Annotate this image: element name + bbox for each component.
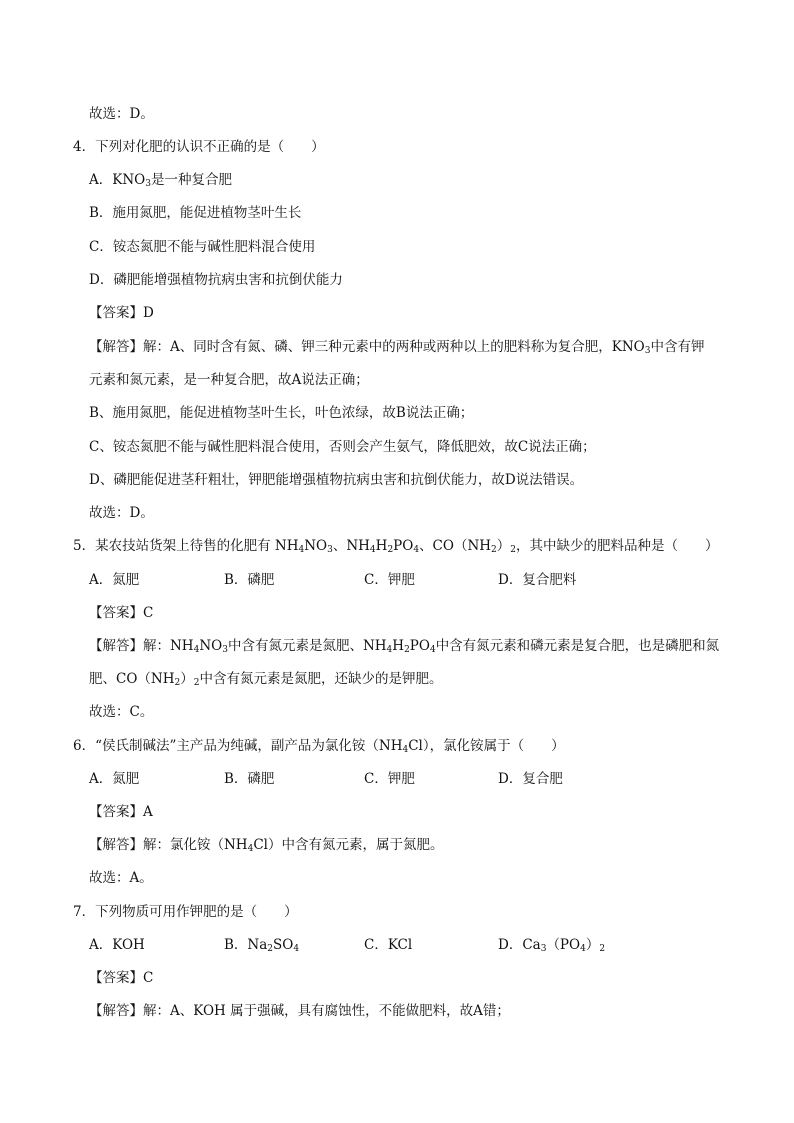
q5-stem: 5．某农技站货架上待售的化肥有 $NH_4NO_3$、$NH_4H_2PO_4$、$CO(NH_2)_2$，其中缺少的肥料品种是（ ） xyxy=(73,538,719,555)
q6-option-b: B．磷肥 xyxy=(224,771,275,787)
q4-analysis-line-1: 【解答】解：A、同时含有氮、磷、钾三种元素中的两种或两种以上的肥料称为复合肥，$KNO_3$中含有钾 xyxy=(89,339,705,356)
q6-select: 故选：A。 xyxy=(89,870,153,886)
q4-analysis-line-5: D、磷肥能促进茎秆粗壮，钾肥能增强植物抗病虫害和抗倒伏能力，故D说法错误。 xyxy=(89,472,584,488)
q5-answer: 【答案】C xyxy=(89,605,154,621)
q5-option-a: A．氮肥 xyxy=(89,572,140,588)
prev-select-line: 故选：D。 xyxy=(89,106,154,122)
q4-option-d: D．磷肥能增强植物抗病虫害和抗倒伏能力 xyxy=(89,272,343,288)
q5-analysis-line-2: 肥、$CO(NH_2)_2$中含有氮元素是氮肥，还缺少的是钾肥。 xyxy=(89,671,443,688)
q5-select: 故选：C。 xyxy=(89,704,154,720)
q4-select: 故选：D。 xyxy=(89,505,154,521)
q7-analysis-line-1: 【解答】解：A、KOH 属于强碱，具有腐蚀性，不能做肥料，故A错； xyxy=(89,1003,510,1019)
q6-answer: 【答案】A xyxy=(89,804,153,820)
q4-option-b: B．施用氮肥，能促进植物茎叶生长 xyxy=(89,205,302,221)
q5-option-b: B．磷肥 xyxy=(224,572,275,588)
q4-analysis-line-4: C、铵态氮肥不能与碱性肥料混合使用，否则会产生氨气，降低肥效，故C说法正确； xyxy=(89,439,596,455)
q4-option-a: A．$KNO_3$是一种复合肥 xyxy=(89,172,232,189)
q5-option-c: C．钾肥 xyxy=(364,572,415,588)
q7-answer: 【答案】C xyxy=(89,970,154,986)
q7-option-d: D．$Ca_3(PO_4)_2$ xyxy=(498,937,606,954)
q7-option-b: B．$Na_2SO_4$ xyxy=(224,937,300,954)
q6-option-a: A．氮肥 xyxy=(89,771,140,787)
q6-option-d: D．复合肥 xyxy=(498,771,563,787)
q4-stem: 4．下列对化肥的认识不正确的是（ ） xyxy=(73,139,325,155)
q4-analysis-line-2: 元素和氮元素，是一种复合肥，故A说法正确； xyxy=(89,372,369,388)
q6-analysis: 【解答】解：氯化铵$(NH_4Cl)$中含有氮元素，属于氮肥。 xyxy=(89,837,444,854)
q6-stem: 6．“侯氏制碱法”主产品为纯碱，副产品为氯化铵$(NH_4Cl)$，氯化铵属于（ ） xyxy=(73,738,565,755)
q7-option-c: C．KCl xyxy=(364,937,413,953)
q5-analysis-line-1: 【解答】解：$NH_4NO_3$中含有氮元素是氮肥、$NH_4H_2PO_4$中含有氮元素和磷元素是复合肥，也是磷肥和氮 xyxy=(89,638,720,655)
q7-stem: 7．下列物质可用作钾肥的是（ ） xyxy=(73,904,298,920)
q4-analysis-line-3: B、施用氮肥，能促进植物茎叶生长，叶色浓绿，故B说法正确； xyxy=(89,405,474,421)
q5-option-d: D．复合肥料 xyxy=(498,572,577,588)
q6-option-c: C．钾肥 xyxy=(364,771,415,787)
q7-option-a: A．KOH xyxy=(89,937,145,953)
q4-option-c: C．铵态氮肥不能与碱性肥料混合使用 xyxy=(89,239,316,255)
q4-answer: 【答案】D xyxy=(89,305,154,321)
